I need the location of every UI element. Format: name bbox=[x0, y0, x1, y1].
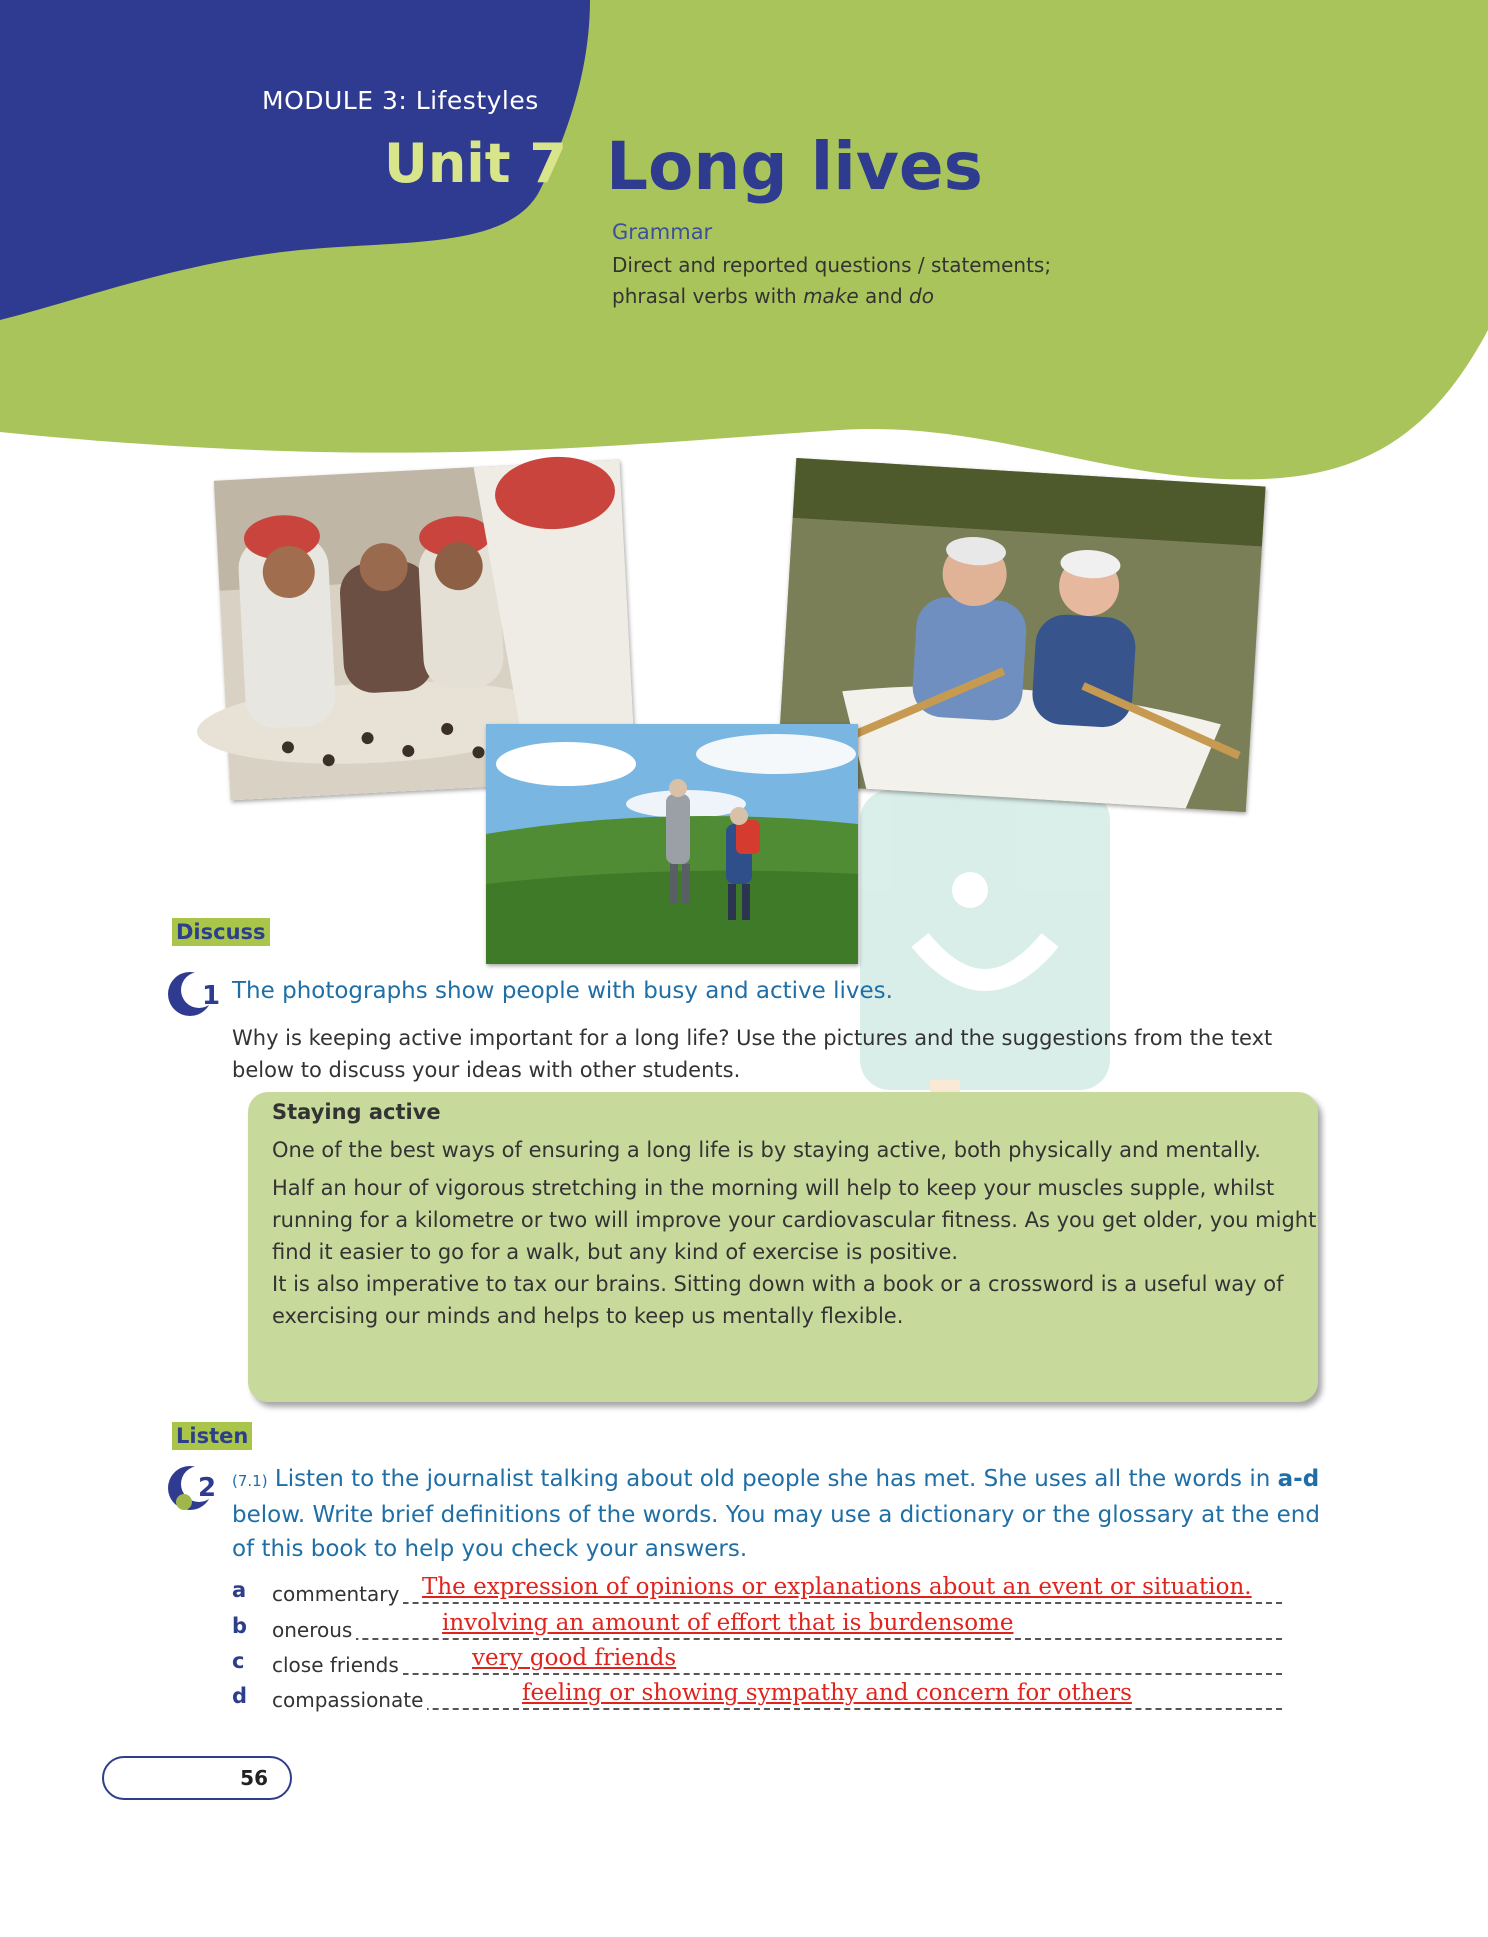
unit-number: Unit 7 bbox=[384, 132, 567, 195]
exercise-2-heading-a: Listen to the journalist talking about old people she has met. She uses all the words in bbox=[267, 1466, 1278, 1492]
answer-line bbox=[272, 1638, 1282, 1640]
grammar-line-1: Direct and reported questions / statements; bbox=[612, 253, 1052, 277]
unit-title: Long lives bbox=[606, 128, 983, 205]
item-letter: d bbox=[232, 1684, 248, 1708]
exercise-1-moon-icon bbox=[166, 968, 221, 1020]
svg-text:2: 2 bbox=[198, 1473, 217, 1503]
audio-track-number: (7.1) bbox=[232, 1472, 268, 1490]
exercise-1-heading-a: The photographs show bbox=[232, 978, 502, 1004]
grammar-do: do bbox=[909, 284, 934, 308]
grammar-text bbox=[612, 250, 1172, 312]
exercise-2-cd-icon bbox=[166, 1462, 218, 1514]
answer-line bbox=[272, 1602, 1282, 1604]
handwritten-answer[interactable]: involving an amount of effort that is burdensome bbox=[442, 1610, 1014, 1636]
exercise-2-heading bbox=[232, 1462, 1322, 1566]
handwritten-answer[interactable]: The expression of opinions or explanations about an event or situation. bbox=[422, 1574, 1252, 1600]
page-number-badge bbox=[102, 1756, 292, 1800]
handwritten-answer[interactable]: very good friends bbox=[472, 1645, 677, 1671]
item-letter: a bbox=[232, 1578, 247, 1602]
definition-row-c bbox=[232, 1645, 1282, 1681]
item-word: commentary bbox=[272, 1582, 403, 1606]
definition-row-b bbox=[232, 1610, 1282, 1646]
svg-text:1: 1 bbox=[202, 981, 221, 1011]
page-number: 56 bbox=[240, 1766, 268, 1790]
item-word: close friends bbox=[272, 1653, 403, 1677]
grammar-heading: Grammar bbox=[612, 220, 713, 244]
staying-active-title: Staying active bbox=[272, 1100, 441, 1124]
grammar-line-2 bbox=[612, 281, 1172, 312]
module-label: MODULE 3: Lifestyles bbox=[262, 86, 539, 115]
handwritten-answer[interactable]: feeling or showing sympathy and concern for others bbox=[522, 1680, 1132, 1706]
exercise-2-heading-b: below. Write brief definitions of the words. You may use a dictionary or the glossary at the end of this book to help you check your answers. bbox=[232, 1502, 1320, 1562]
staying-active-paragraph-3: It is also imperative to tax our brains. Sitting down with a book or a crossword is a useful way of exercising our minds and helps to keep us mentally flexible. bbox=[272, 1272, 1284, 1328]
exercise-2-heading-bold: a-d bbox=[1277, 1466, 1320, 1492]
staying-active-paragraph-1: One of the best ways of ensuring a long life is by staying active, both physically and mentally. bbox=[272, 1138, 1261, 1162]
item-word: compassionate bbox=[272, 1688, 427, 1712]
grammar-make: make bbox=[803, 284, 859, 308]
grammar-line-2-text: phrasal verbs with bbox=[612, 284, 804, 308]
definition-row-a bbox=[232, 1574, 1282, 1610]
exercise-1-heading-b: people with busy and active lives. bbox=[501, 978, 893, 1004]
grammar-line-2-and: and bbox=[858, 284, 910, 308]
exercise-1-heading bbox=[232, 974, 893, 1008]
item-word: onerous bbox=[272, 1618, 356, 1642]
staying-active-paragraph-2: Half an hour of vigorous stretching in the morning will help to keep your muscles supple, whilst running for a kilometre or two will improve your cardiovascular fitness. As you get older, you might find it easier to go for a walk, but any kind of exercise is positive. bbox=[272, 1176, 1317, 1264]
photo-hikers-on-hill bbox=[486, 724, 858, 964]
discuss-tag: Discuss bbox=[172, 918, 270, 946]
answer-line bbox=[272, 1673, 1282, 1675]
definition-row-d bbox=[232, 1680, 1282, 1716]
exercise-1-instructions: Why is keeping active important for a long life? Use the pictures and the suggestions from the text below to discuss your ideas with other students. bbox=[232, 1026, 1273, 1082]
item-letter: b bbox=[232, 1614, 248, 1638]
item-letter: c bbox=[232, 1649, 245, 1673]
listen-tag: Listen bbox=[172, 1422, 252, 1450]
